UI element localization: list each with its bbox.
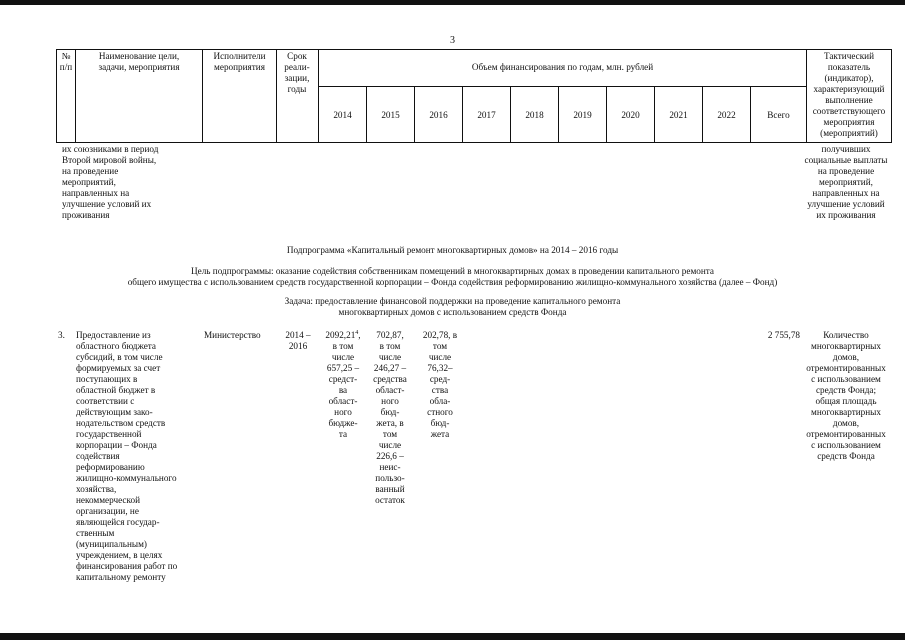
row3-value-2016: 202,78, в том числе 76,32– сред- ства обла- стного бюд- жета [422, 330, 458, 439]
header-year-2020: 2020 [621, 110, 640, 120]
continuation-name: их союзниками в период Второй мировой войны, на проведение мероприятий, направленных на улучшение условий их проживания [62, 144, 159, 220]
header-name: Наименование цели, задачи, мероприятия [98, 51, 180, 72]
header-year-2021: 2021 [669, 110, 688, 120]
header-year-2015: 2015 [381, 110, 400, 120]
header-year-2014: 2014 [333, 110, 352, 120]
subprogram-task-line1: Задача: предоставление финансовой поддержки на проведение капитального ремонта [284, 296, 621, 306]
row3-indicator: Количество многоквартирных домов, отремонтированных с использованием средств Фонда; общая площадь многоквартирных домов, отремонтированных с использованием средств Фонда [806, 330, 886, 461]
header-term: Срок реали- зации, годы [284, 51, 310, 94]
scan-top-edge [0, 0, 905, 5]
header-financing: Объем финансирования по годам, млн. рублей [471, 62, 654, 72]
header-num: № п/п [59, 51, 73, 72]
subprogram-task-line2: многоквартирных домов с использованием средств Фонда [338, 307, 567, 317]
header-indicator: Тактический показатель (индикатор), характеризующий выполнение соответствующего мероприятия (мероприятий) [812, 51, 886, 138]
table-header [56, 49, 892, 143]
continuation-indicator: получивших социальные выплаты на проведение мероприятий, направленных на улучшение условий их проживания [804, 144, 888, 220]
header-year-2017: 2017 [477, 110, 496, 120]
subprogram-goal-line1: Цель подпрограммы: оказание содействия собственникам помещений в многоквартирных домах в проведении капитального ремонта [191, 266, 714, 276]
page-number: 3 [450, 35, 455, 46]
subprogram-goal-line2: общего имущества с использованием средств государственной корпорации – Фонда содействия реформированию жилищно-коммунального хозяйства (далее – Фонд) [127, 277, 778, 287]
header-total: Всего [767, 110, 790, 120]
header-year-2018: 2018 [525, 110, 544, 120]
row3-value-2015: 702,87, в том числе 246,27 – средства област- ного бюд- жета, в том числе 226,6 – неис- пользо- ванный остаток [373, 330, 407, 505]
scan-bottom-edge [0, 633, 905, 640]
header-year-2022: 2022 [717, 110, 736, 120]
row3-total: 2 755,78 [767, 330, 800, 340]
row3-name: Предоставление из областного бюджета субсидий, в том числе формируемых за счет поступающих в областной бюджет в соответствии с действующим зако- нодательством средств государственной корпорации – Фонда содействия реформированию жилищно-коммунального хозяйства, некоммерческой организации, не являющейся государ- ственным (муниципальным) учреждением, в целях финансирования работ по капитальному ремонту [76, 330, 178, 582]
row3-executor: Министерство [204, 330, 261, 340]
header-executors: Исполнители мероприятия [213, 51, 266, 72]
header-year-2019: 2019 [573, 110, 592, 120]
row3-value-2014: 2092,21$^4$, в том числе 657,25 – средст- ва област- ного бюдже- та [325, 330, 361, 439]
header-year-2016: 2016 [429, 110, 448, 120]
row3-num: 3. [58, 330, 65, 340]
subprogram-title: Подпрограмма «Капитальный ремонт многоквартирных домов» на 2014 – 2016 годы [286, 245, 619, 255]
row3-term: 2014 – 2016 [285, 330, 311, 351]
